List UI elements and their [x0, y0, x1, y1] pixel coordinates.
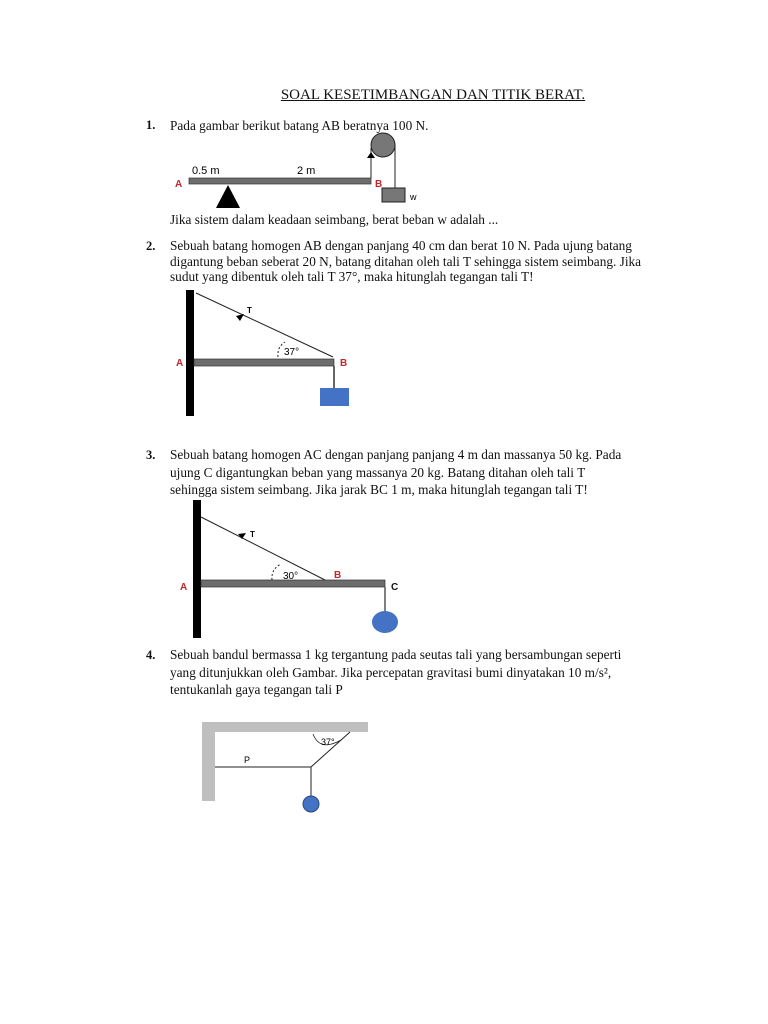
question-text: Sebuah batang homogen AC dengan panjang panjang 4 m dan massanya 50 kg. Pada: [170, 447, 622, 462]
figure-3-beam: [180, 500, 398, 638]
figure-2-beam: [176, 290, 349, 416]
distance-label: 2 m: [297, 165, 316, 177]
pendulum-bob: [303, 796, 319, 812]
figure-1-lever: [175, 133, 417, 208]
mass-ball: [372, 611, 398, 633]
ceiling-bracket: [202, 722, 368, 732]
rope-label: P: [244, 755, 251, 765]
label-a: A: [180, 582, 188, 593]
distance-label: 0.5 m: [192, 165, 220, 177]
question-text: digantung beban seberat 20 N, batang ditahan oleh tali T sehingga sistem seimbang. Jika: [170, 254, 642, 269]
question-text: yang ditunjukkan oleh Gambar. Jika percepatan gravitasi bumi dinyatakan 10 m/s²,: [170, 665, 612, 680]
label-a: A: [176, 358, 184, 369]
arrow-icon: [236, 314, 244, 321]
wall: [186, 290, 194, 416]
rope-t: [196, 293, 333, 357]
label-b: B: [334, 570, 342, 581]
rope-t: [201, 517, 325, 580]
angle-label: 37°: [284, 347, 300, 358]
question-text: ujung C digantungkan beban yang massanya 20 kg. Batang ditahan oleh tali T: [170, 465, 586, 480]
question-text: tentukanlah gaya tegangan tali P: [170, 682, 343, 697]
question-text: sudut yang dibentuk oleh tali T 37°, maka hitunglah tegangan tali T!: [170, 269, 534, 284]
question-text: sehingga sistem seimbang. Jika jarak BC 1 m, maka hitunglah tegangan tali T!: [170, 482, 588, 497]
question-number: 3.: [146, 448, 156, 462]
question-number: 4.: [146, 648, 156, 662]
angle-label: 37°: [321, 737, 335, 747]
question-text: Sebuah batang homogen AB dengan panjang 40 cm dan berat 10 N. Pada ujung batang: [170, 238, 632, 253]
label-b: B: [375, 179, 383, 190]
wall-bracket: [202, 722, 215, 801]
label-b: B: [340, 358, 348, 369]
label-a: A: [175, 179, 183, 190]
figure-4-pendulum: [202, 722, 368, 812]
wall: [193, 500, 201, 638]
beam: [189, 178, 371, 184]
mass-block: [320, 388, 349, 406]
label-c: C: [391, 582, 399, 593]
weight-box: [382, 188, 405, 202]
question-text: Pada gambar berikut batang AB beratnya 100 N.: [170, 118, 429, 133]
question-number: 1.: [146, 118, 156, 132]
rope-label: T: [247, 306, 252, 315]
rope-label: T: [250, 530, 255, 539]
angle-label: 30°: [283, 571, 299, 582]
angle-arc: [272, 564, 281, 580]
fulcrum-triangle: [216, 185, 240, 208]
pulley: [371, 133, 395, 157]
weight-label: w: [410, 192, 417, 202]
question-number: 2.: [146, 239, 156, 253]
page-title: SOAL KESETIMBANGAN DAN TITIK BERAT.: [280, 87, 586, 103]
question-text: Jika sistem dalam keadaan seimbang, berat beban w adalah ...: [170, 212, 499, 227]
beam: [194, 359, 334, 366]
question-text: Sebuah bandul bermassa 1 kg tergantung pada seutas tali yang bersambungan seperti: [170, 647, 622, 662]
